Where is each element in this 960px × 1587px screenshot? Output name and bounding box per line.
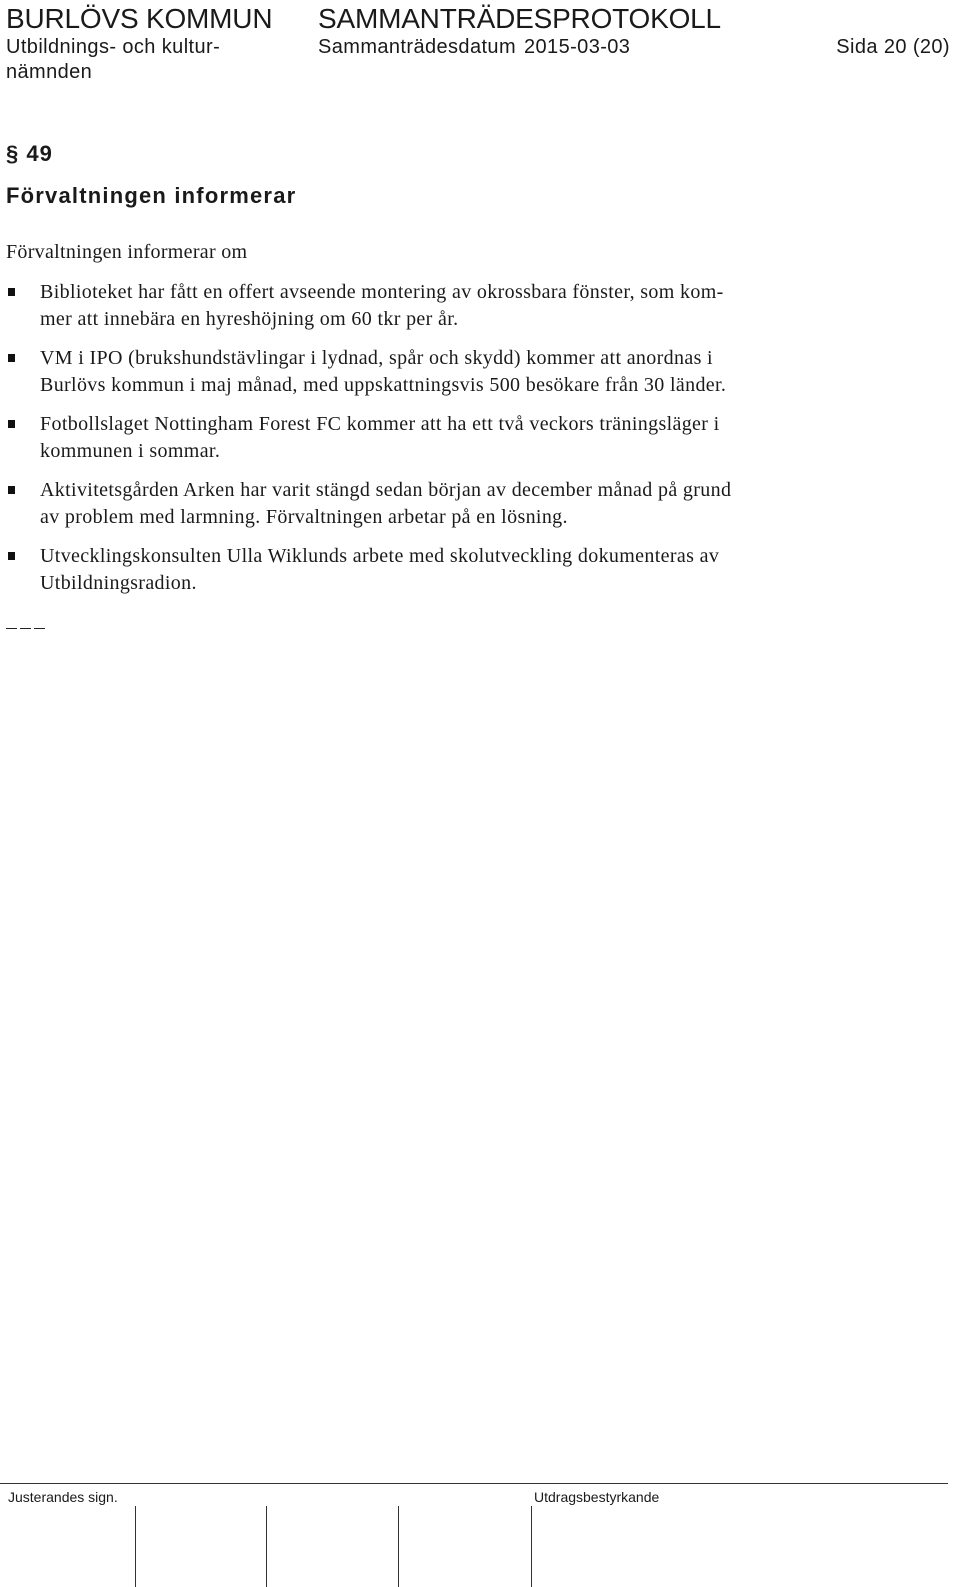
list-item-line: mer att innebära en hyreshöjning om 60 tkr per år.	[40, 308, 459, 330]
department-line-1: Utbildnings- och kultur-	[6, 36, 221, 58]
list-item-line: Fotbollslaget Nottingham Forest FC kommer att ha ett två veckors träningsläger i	[40, 413, 720, 435]
bullet-icon	[8, 354, 15, 362]
list-item	[6, 543, 936, 597]
list-item	[6, 345, 936, 399]
section-title: Förvaltningen informerar	[6, 183, 297, 208]
signature-box-divider	[531, 1506, 532, 1587]
bullet-icon	[8, 288, 15, 296]
section-number: § 49	[6, 141, 53, 166]
list-item-line: Utvecklingskonsulten Ulla Wiklunds arbete med skolutveckling dokumenteras av	[40, 545, 720, 567]
list-item	[6, 279, 936, 333]
list-item-line: VM i IPO (brukshundstävlingar i lydnad, spår och skydd) kommer att anordnas i	[40, 347, 713, 369]
list-item-line: av problem med larmning. Förvaltningen arbetar på en lösning.	[40, 506, 568, 528]
bullet-icon	[8, 552, 15, 560]
list-item-line: Biblioteket har fått en offert avseende montering av okrossbara fönster, som kom-	[40, 281, 724, 303]
department-name	[6, 35, 296, 85]
page-number: Sida 20 (20)	[836, 36, 950, 58]
document-type: SAMMANTRÄDESPROTOKOLL	[318, 3, 721, 34]
list-item-line: Burlövs kommun i maj månad, med uppskattningsvis 500 besökare från 30 länder.	[40, 374, 727, 396]
list-item	[6, 411, 936, 465]
signature-box-divider	[266, 1506, 267, 1587]
signature-box-divider	[135, 1506, 136, 1587]
meeting-date-label: Sammanträdesdatum	[318, 36, 517, 58]
department-line-2: nämnden	[6, 61, 93, 83]
bullet-icon	[8, 486, 15, 494]
section-intro: Förvaltningen informerar om	[6, 241, 248, 263]
footer-signature-label: Justerandes sign.	[8, 1489, 118, 1505]
organization-name: BURLÖVS KOMMUN	[6, 3, 273, 34]
meeting-date	[318, 35, 630, 60]
meeting-date-value: 2015-03-03	[524, 36, 631, 58]
end-mark	[6, 622, 48, 632]
list-item-line: Aktivitetsgården Arken har varit stängd sedan början av december månad på grund	[40, 479, 732, 501]
list-item-line: Utbildningsradion.	[40, 572, 197, 594]
information-list	[6, 279, 936, 609]
bullet-icon	[8, 420, 15, 428]
list-item	[6, 477, 936, 531]
footer-certification-label: Utdragsbestyrkande	[534, 1489, 660, 1505]
signature-box-divider	[398, 1506, 399, 1587]
footer-divider	[0, 1483, 948, 1484]
list-item-line: kommunen i sommar.	[40, 440, 221, 462]
